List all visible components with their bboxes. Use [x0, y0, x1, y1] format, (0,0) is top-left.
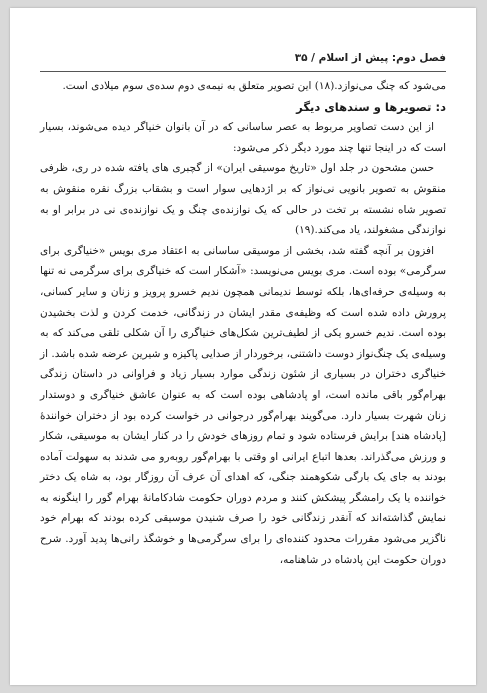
- running-header: [40, 52, 446, 68]
- header-divider: [40, 71, 446, 72]
- paragraph-4: افزون بر آنچه گفته شد، بخشی از موسیقی ساسانی به اعتقاد مری بویس «خنیاگری برای سرگرمی» بوده است. مری بویس می‌نویسد: «آشکار است که خنیاگری برای سرگرمی نه تنها به وسیله‌ی حرفه‌ای‌ها، بلکه توسط ندیمانی همچون ندیم خسرو پرویز و زنان و سایر کسانی، پرورش داده شده است که وظیفه‌ی مقدر ایشان در زندگانی، خدمت کردن و لذت بخشیدن بوده است. ندیم خسرو یکی از لطیف‌ترین شکل‌های خنیاگری را آن شکلی تلقی می‌کند که به وسیله‌ی یک چنگ‌نواز دوست داشتنی، برخوردار از صدایی پاکیزه و شیرین عرضه شده باشد. از خنیاگری دختران در بسیاری از شئون زندگی موارد بسیار زیاد و فراوانی در داستان زندگی بهرام‌گور باقی مانده است، او پادشاهی بوده است که به عنوان عاشق خنیاگری و دوستدار زنان شهرت بسیار دارد. می‌گویند بهرام‌گور درجوانی در خواست کرده بود از دختران خوانندهٔ [پادشاه هند] برایش فرستاده شود و تمام روزهای خودش را در کنار ایشان به موسیقی، شکار و ورزش می‌گذراند. بعدها اتباع ایرانی او وقتی با بهرام‌گور روبه‌رو می شدند به سهولت آماده بودند به جای یک بارگی شکوهمند جنگی، که اهدای آن عرف آن روزگار بود، به شاه یک دختر خواننده یا یک رامشگر پیشکش کنند و مردم دوران حکومت شادکامانهٔ بهرام گور را اینگونه به نمایش گذاشته‌اند که آنقدر زندگانی خود را صرف شنیدن موسیقی کرده بودند که بهرام خود ناگزیر می‌شود مقررات محدود کننده‌ای را برای سرگرمی‌ها و خوشگذ رانی‌ها پدید آورد. شرح دوران حکومت این پادشاه در شاهنامه،: [40, 244, 446, 566]
- paragraph-1: می‌شود که چنگ می‌نوازد.(۱۸) این تصویر متعلق به نیمه‌ی دوم سده‌ی سوم میلادی است.: [62, 80, 446, 92]
- paragraph-3: حسن مشحون در جلد اول «تاریخ موسیقی ایران» از گچبری های یافته شده در ری، ظرفی منقوش به تصویر بانویی نی‌نواز که بر اژدهایی سوار است و بشقاب بزرگ نقره منقوش به تصویر شاه نشسته بر تخت در حالی که یک نوازنده‌ی چنگ و یک نوازنده‌ی نی در برابر او به نوازندگی مشغولند، یاد می‌کند.(۱۹): [40, 162, 446, 237]
- section-heading: د: تصویرها و سندهای دیگر: [296, 99, 446, 114]
- book-page: [10, 8, 476, 685]
- running-title: فصل دوم: پیش از اسلام / ۳۵: [294, 52, 446, 64]
- page-body: [40, 76, 446, 570]
- paragraph-2: از این دست تصاویر مربوط به عصر ساسانی که در آن بانوان خنیاگر دیده می‌شوند، بسیار است که در اینجا تنها چند مورد دیگر ذکر می‌شود:: [40, 121, 446, 154]
